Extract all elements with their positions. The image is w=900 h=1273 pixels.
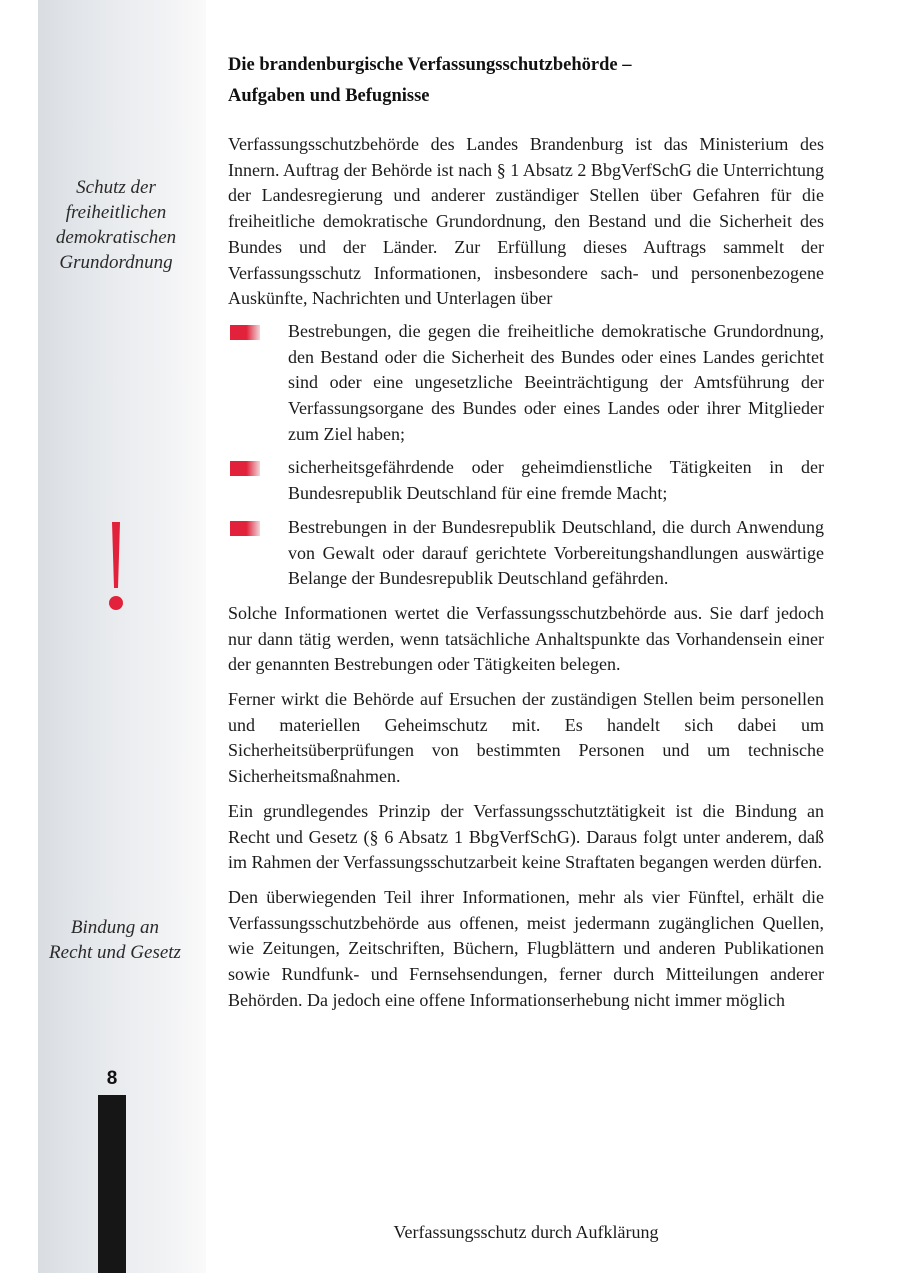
paragraph-offene-quellen: Den überwiegenden Teil ihrer Informationen, mehr als vier Fünftel, erhält die Verfassungsschutzbehörde aus offenen, meist jedermann zugänglichen Quellen, wie Zeitungen, Zeitschriften, Büchern, Flugblättern und anderen Publikationen sowie Rundfunk- und Fernsehsendungen, ferner durch Mitteilungen anderer Behörden. Da jedoch eine offene Informationserhebung nicht immer möglich	[228, 886, 824, 1010]
bullet-marker-icon	[230, 325, 260, 340]
paragraph-auswertung: Solche Informationen wertet die Verfassungsschutzbehörde aus. Sie darf jedoch nur dann tätig werden, wenn tatsächliche Anhaltspunkte das Vorhandensein einer der genannten Bestrebungen oder Tätigkeiten belegen.	[228, 602, 824, 675]
bullet-list	[228, 319, 824, 592]
list-item	[228, 455, 824, 506]
article-title	[228, 50, 824, 112]
list-item-text: Bestrebungen in der Bundesrepublik Deutschland, die durch Anwendung von Gewalt oder darauf gerichtete Vorbereitungshandlungen auswärtige Belange der Bundesrepublik Deutschland gefährden.	[288, 516, 824, 589]
bullet-marker-icon	[230, 521, 260, 536]
list-item-text: sicherheitsgefährdende oder geheimdienstliche Tätigkeiten in der Bundesrepublik Deutschland für eine fremde Macht;	[288, 457, 824, 504]
paragraph-geheimschutz: Ferner wirkt die Behörde auf Ersuchen der zuständigen Stellen beim personellen und materiellen Geheimschutz mit. Es handelt sich dabei um Sicherheitsüberprüfungen von bestimmten Personen und um technische Sicherheitsmaßnahmen.	[228, 689, 824, 787]
page-number-bar	[98, 1095, 126, 1273]
article-body	[228, 50, 824, 1014]
margin-note-line: Schutz der	[76, 177, 156, 198]
margin-note-grundordnung	[36, 175, 196, 275]
paragraph-recht-gesetz: Ein grundlegendes Prinzip der Verfassungsschutztätigkeit ist die Bindung an Recht und Gesetz (§ 6 Absatz 1 BbgVerfSchG). Daraus folgt unter anderem, daß im Rahmen der Verfassungsschutzarbeit keine Straftaten begangen werden dürfen.	[228, 800, 824, 873]
margin-note-line: Bindung an	[70, 917, 160, 938]
margin-note-line: freiheitlichen	[65, 202, 167, 223]
title-line: Die brandenburgische Verfassungsschutzbehörde –	[228, 55, 632, 75]
list-item	[228, 515, 824, 592]
list-item-text: Bestrebungen, die gegen die freiheitliche demokratische Grundordnung, den Bestand oder die Sicherheit des Bundes oder eines Landes gerichtet sind oder eine ungesetzliche Beeinträchtigung der Amtsführung der Verfassungsorgane des Bundes oder eines Landes oder ihrer Mitglieder zum Ziel haben;	[288, 320, 824, 444]
page-number: 8	[106, 1068, 118, 1089]
list-item	[228, 319, 824, 448]
margin-note-line: demokratischen	[55, 227, 177, 248]
margin-note-line: Recht und Gesetz	[49, 942, 181, 963]
intro-paragraph: Verfassungsschutzbehörde des Landes Brandenburg ist das Ministerium des Innern. Auftrag der Behörde ist nach § 1 Absatz 2 BbgVerfSchG die Unterrichtung der Landesregierung und anderer zuständiger Stellen über Gefahren für die freiheitliche demokratische Grundordnung, den Bestand und die Sicherheit des Bundes und der Länder. Zur Erfüllung dieses Auftrags sammelt der Verfassungsschutz Informationen, insbesondere sach- und personenbezogene Auskünfte, Nachrichten und Unterlagen über	[228, 134, 824, 309]
margin-note-recht-gesetz	[30, 915, 200, 965]
page-footer: Verfassungsschutz durch Aufklärung	[393, 1222, 659, 1242]
margin-note-line: Grundordnung	[59, 252, 173, 273]
exclamation-icon	[108, 522, 124, 612]
bullet-marker-icon	[230, 461, 260, 476]
title-line: Aufgaben und Befugnisse	[228, 86, 430, 106]
